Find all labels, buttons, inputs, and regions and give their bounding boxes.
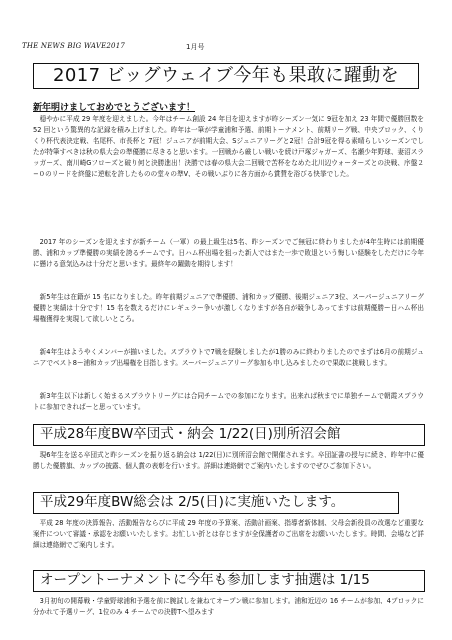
- issue-month: 1月号: [186, 43, 205, 51]
- section-heading-general-meeting: 平成29年度BW総会は 2/5(日)に実施いたします。: [33, 492, 399, 514]
- headline: 2017 ビッグウェイブ今年も果敢に躍動を: [33, 63, 419, 89]
- intro-paragraph: 新3年生以下は新しく始まるスプラウトリーグには合同チームでの参加になります。出来れば秋までに単独チームで朝霞スプラウトに参加できればーと思っています。: [33, 392, 424, 411]
- section-text-general-meeting: 平成 28 年度の決算報告、活動報告ならびに平成 29 年度の予算案、活動計画案、指導者新体制、父母会新役員の改選など重要な案件について審議・承認をお願いいたします。お忙しい折とは存じますが全保護者のご出席をお願いいたします。時間、会場など詳細は連絡網でご案内します。: [33, 519, 424, 549]
- section-heading-graduation: 平成28年度BW卒団式・納会 1/22(日)別所沼会館: [33, 424, 425, 446]
- newsletter-name: THE NEWS BIG WAVE2017: [22, 42, 126, 50]
- intro-paragraph: 新4年生はようやくメンバーが揃いました。スプラウトで7戦を経験しましたが1勝のみに終わりましたのでまずは6月の前期ジュニアでベスト8ー浦和カップ出場権を目指します。スーパージュニアリーグ参加も申し込みましたので果敢に挑戦します。: [33, 348, 424, 367]
- intro-paragraph: 穏やかに平成 29 年度を迎えました。今年はチーム創設 24 年目を迎えますが昨シーズン一気に 9冠を加え 23 年間で優勝回数を 52 回という驚異的な記録を積み上げました。昨年は一筆が学童浦和予選、前期トーナメント、前期リーグ戦、中央ブロック、くりくり杯代表決定戦、名尾杯、市長杯と 7冠！ジュニアが前期大会、Sジュニアリーグと2冠！合計9冠を得る素晴らしいシーズンでしたが特筆すべきは秋の県大会の準優勝に尽きると思います。一回戦から厳しい戦いを続け戸塚ジャガーズ、名瀬少年野球、妻沼スラッガーズ、南川崎Gフローズと破り何と決勝進出！決勝では春の県大会二回戦で苦杯をなめた北川辺ウォーターズとの決戦、序盤２−０のリードを終盤に逆転を許したものの堂々の準V、その戦いぶりに各方面から賞賛を浴びる快挙でした。: [33, 115, 424, 178]
- section-text-open-tournament: 3月初旬の開幕戦・学童野球浦和予選を前に腕試しを兼ねてオープン戦に参加します。浦和近辺の 16 チームが参加、4ブロックに分かれて予選リーグ、1位のみ 4 チームでの決勝Tへ望みます: [33, 597, 424, 616]
- section-heading-open-tournament: オープントーナメントに今年も参加します抽選は 1/15: [33, 570, 425, 592]
- new-year-greeting: 新年明けましておめでとうございます！: [33, 103, 196, 113]
- intro-paragraph: 新5年生は在籍が 15 名になりました。昨年前期ジュニアで準優勝、浦和カップ優勝、後期ジュニア3位、スーパージュニアリーグ優勝と実績は十分です！15 名を数えるだけにレギュラー争いが激しくなりますが各自が競争しあってますは前期優勝ー日ハム杯出場権獲得を実現して欲しいところ。: [33, 293, 424, 323]
- intro-paragraph: 2017 年のシーズンを迎えますが新チーム（一軍）の最上級生は5名、昨シーズンでご無冠に終わりましたが4年生時には前期優勝、浦和カップ準優勝の実績を誇るチームです。日ハム杯出場を狙った新人ではまた一歩で敗退という悔しい経験をしただけに今年に懸ける意気込みは十分だと思います。最終年の躍動を期待します！: [33, 238, 424, 268]
- section-text-graduation: 現6年生を送る卒団式と昨シーズンを振り返る納会は 1/22(日)に別所沼会館で開催されます。卒団証書の授与に続き、昨年中に優勝した優勝旗、カップの披露、個人賞の表彰を行います。詳細は連絡網でご案内いたしますのでぜひご参加下さい。: [33, 451, 424, 470]
